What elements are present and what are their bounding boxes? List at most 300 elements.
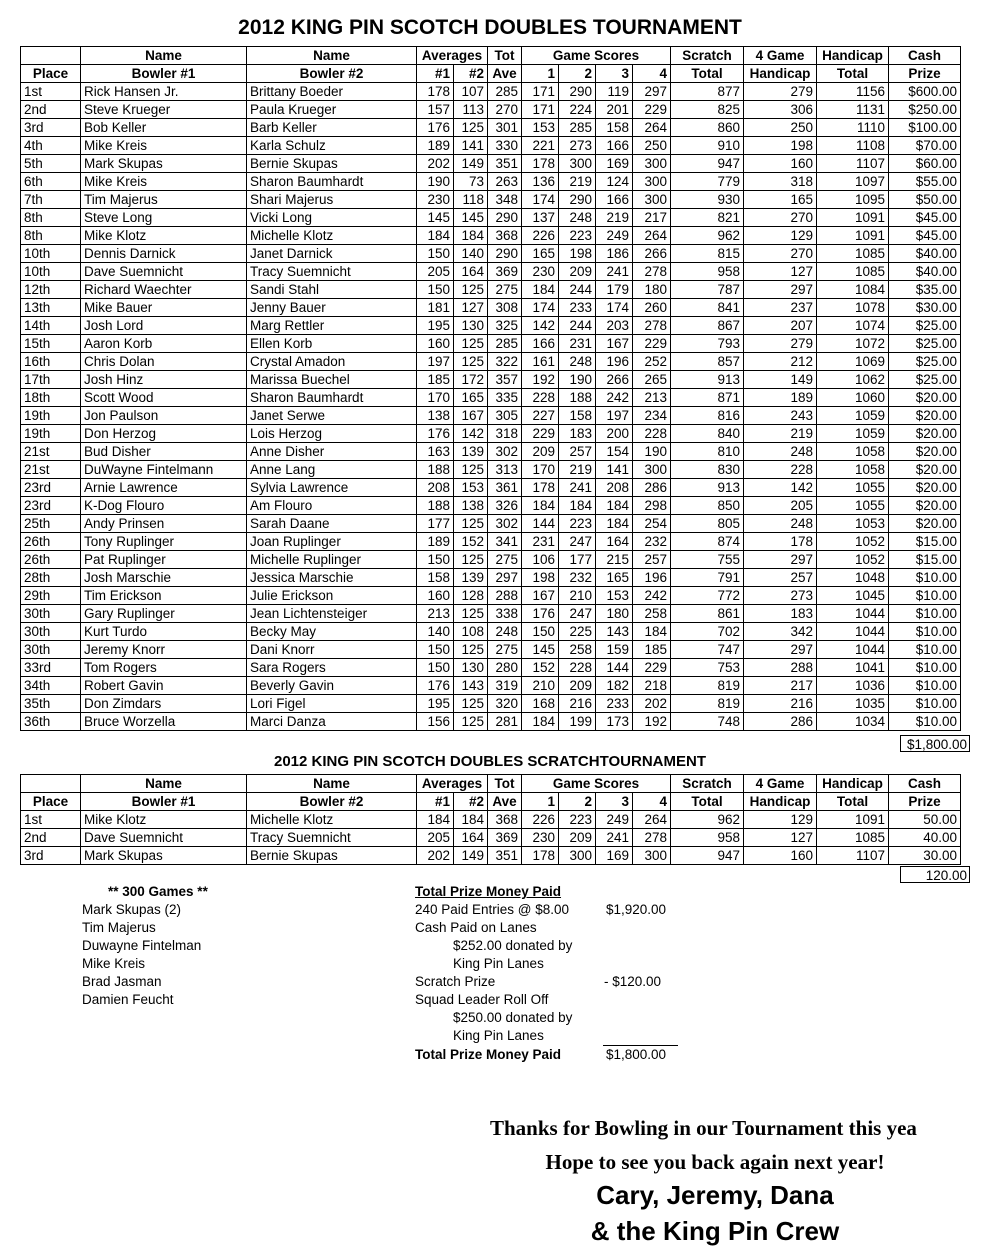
table-cell: 264 [633, 119, 671, 137]
games300-name: Tim Majerus [82, 920, 156, 935]
table-cell: 183 [744, 605, 817, 623]
table-cell: 248 [744, 443, 817, 461]
table-cell: 244 [559, 317, 596, 335]
table-cell: 150 [522, 623, 559, 641]
table-cell: 1055 [817, 497, 889, 515]
kingpin-line-1: King Pin Lanes [453, 956, 544, 971]
table-cell: 125 [454, 641, 488, 659]
table-cell: 278 [633, 263, 671, 281]
table-cell: 254 [633, 515, 671, 533]
table-cell: 139 [454, 569, 488, 587]
header-avg1: #1 [417, 65, 454, 83]
header-scratch-total: Total [671, 65, 744, 83]
table-cell: 160 [744, 155, 817, 173]
table-cell: 208 [596, 479, 633, 497]
table-cell: 176 [417, 677, 454, 695]
table-cell: 189 [744, 389, 817, 407]
table-cell: 212 [744, 353, 817, 371]
table-cell: 221 [522, 137, 559, 155]
table-cell: 279 [744, 83, 817, 101]
table-cell: 1085 [817, 829, 889, 847]
table-cell: 1108 [817, 137, 889, 155]
table-cell: 248 [488, 623, 522, 641]
table-cell: Michelle Ruplinger [247, 551, 417, 569]
table-cell: 281 [488, 713, 522, 731]
table-cell: 1069 [817, 353, 889, 371]
table-cell: 173 [596, 713, 633, 731]
table-cell: Andy Prinsen [81, 515, 247, 533]
table-cell: 275 [488, 281, 522, 299]
table-cell: 150 [417, 641, 454, 659]
scratch-title: 2012 KING PIN SCOTCH DOUBLES SCRATCHTOURNAMENT [274, 753, 706, 770]
table-cell: 257 [744, 569, 817, 587]
table-cell: 149 [744, 371, 817, 389]
table-cell: 190 [559, 371, 596, 389]
table-cell: Karla Schulz [247, 137, 417, 155]
table-cell: 1095 [817, 191, 889, 209]
games300-name: Brad Jasman [82, 974, 162, 989]
table-cell: 179 [596, 281, 633, 299]
table-cell: 301 [488, 119, 522, 137]
table-cell: Joan Ruplinger [247, 533, 417, 551]
kingpin-line-2: King Pin Lanes [453, 1028, 544, 1043]
table-cell: 275 [488, 551, 522, 569]
table-cell: 318 [488, 425, 522, 443]
table-cell: 176 [522, 605, 559, 623]
table-cell: $20.00 [889, 407, 961, 425]
table-cell: 166 [596, 191, 633, 209]
table-cell: 229 [633, 335, 671, 353]
table-cell: Tim Erickson [81, 587, 247, 605]
table-cell: 192 [633, 713, 671, 731]
table-cell: 871 [671, 389, 744, 407]
table-cell: 128 [454, 587, 488, 605]
table-cell: 1110 [817, 119, 889, 137]
table-cell: 318 [744, 173, 817, 191]
games300-heading: ** 300 Games ** [108, 884, 208, 899]
table-cell: 229 [633, 659, 671, 677]
table-cell: 319 [488, 677, 522, 695]
table-cell: 250 [744, 119, 817, 137]
table-cell: 190 [417, 173, 454, 191]
table-cell: 322 [488, 353, 522, 371]
table-cell: 50.00 [889, 811, 961, 829]
table-cell: 125 [454, 713, 488, 731]
table-cell: 1084 [817, 281, 889, 299]
s-header-place: Place [21, 793, 81, 811]
table-row [21, 811, 961, 829]
table-cell: 230 [522, 263, 559, 281]
table-cell: 184 [596, 497, 633, 515]
table-cell: 26th [21, 551, 81, 569]
table-cell: 250 [633, 137, 671, 155]
table-cell: 158 [417, 569, 454, 587]
table-cell: 129 [744, 227, 817, 245]
table-cell: Mark Skupas [81, 155, 247, 173]
table-cell: 161 [522, 353, 559, 371]
table-cell: 1036 [817, 677, 889, 695]
s-header-avg1: #1 [417, 793, 454, 811]
table-cell: Jon Paulson [81, 407, 247, 425]
table-row [21, 281, 961, 299]
table-cell: 361 [488, 479, 522, 497]
table-cell: Rick Hansen Jr. [81, 83, 247, 101]
header-place: Place [21, 65, 81, 83]
table-cell: Sarah Daane [247, 515, 417, 533]
table-cell: 154 [596, 443, 633, 461]
table-cell: 167 [596, 335, 633, 353]
table-cell: $250.00 [889, 101, 961, 119]
table-cell: Anne Disher [247, 443, 417, 461]
table-cell: 2nd [21, 101, 81, 119]
table-cell: 145 [454, 209, 488, 227]
table-cell: 180 [633, 281, 671, 299]
table-cell: 205 [417, 829, 454, 847]
table-cell: 170 [417, 389, 454, 407]
table-cell: 153 [454, 479, 488, 497]
table-cell: 252 [633, 353, 671, 371]
header-bowler2: Bowler #2 [247, 65, 417, 83]
table-cell: 125 [454, 281, 488, 299]
table-cell: 233 [596, 695, 633, 713]
table-cell: 125 [454, 695, 488, 713]
table-cell: 209 [522, 443, 559, 461]
table-cell: Chris Dolan [81, 353, 247, 371]
table-cell: 184 [417, 811, 454, 829]
table-cell: 169 [596, 847, 633, 865]
table-cell: Dave Suemnicht [81, 263, 247, 281]
table-row [21, 677, 961, 695]
table-cell: Aaron Korb [81, 335, 247, 353]
table-cell: Pat Ruplinger [81, 551, 247, 569]
table-cell: 3rd [21, 119, 81, 137]
table-cell: 166 [596, 137, 633, 155]
table-cell: 136 [522, 173, 559, 191]
table-cell: 30.00 [889, 847, 961, 865]
table-cell: 300 [559, 847, 596, 865]
table-row [21, 155, 961, 173]
table-cell: 127 [744, 263, 817, 281]
table-cell: Dennis Darnick [81, 245, 247, 263]
table-cell: 14th [21, 317, 81, 335]
table-cell: Mike Kreis [81, 137, 247, 155]
table-row [21, 371, 961, 389]
header-handicap: Handicap [817, 47, 889, 65]
table-cell: 218 [633, 677, 671, 695]
table-cell: Richard Waechter [81, 281, 247, 299]
table-cell: 150 [417, 551, 454, 569]
table-cell: 1131 [817, 101, 889, 119]
table-cell: Jeremy Knorr [81, 641, 247, 659]
table-cell: $20.00 [889, 425, 961, 443]
table-cell: 305 [488, 407, 522, 425]
s-header-avg2: #2 [454, 793, 488, 811]
s-header-g3: 3 [596, 793, 633, 811]
table-cell: 850 [671, 497, 744, 515]
table-cell: 755 [671, 551, 744, 569]
table-cell: 225 [559, 623, 596, 641]
table-cell: 144 [522, 515, 559, 533]
table-cell: 232 [559, 569, 596, 587]
table-cell: 142 [522, 317, 559, 335]
header-scratch: Scratch [671, 47, 744, 65]
s-header-handicap: Handicap [817, 775, 889, 793]
table-cell: 149 [454, 155, 488, 173]
table-cell: 4th [21, 137, 81, 155]
table-cell: 29th [21, 587, 81, 605]
table-cell: 297 [744, 281, 817, 299]
table-cell: 913 [671, 479, 744, 497]
table-cell: 1156 [817, 83, 889, 101]
table-cell: 958 [671, 829, 744, 847]
table-cell: 270 [488, 101, 522, 119]
table-cell: $15.00 [889, 533, 961, 551]
table-cell: 144 [596, 659, 633, 677]
table-cell: 3rd [21, 847, 81, 865]
table-cell: 19th [21, 425, 81, 443]
table-cell: 190 [633, 443, 671, 461]
table-cell: Jean Lichtensteiger [247, 605, 417, 623]
table-cell: 819 [671, 695, 744, 713]
table-cell: 178 [744, 533, 817, 551]
table-cell: $10.00 [889, 569, 961, 587]
table-cell: 335 [488, 389, 522, 407]
table-cell: 166 [522, 335, 559, 353]
table-cell: 300 [633, 173, 671, 191]
table-cell: Tony Ruplinger [81, 533, 247, 551]
table-cell: Josh Lord [81, 317, 247, 335]
table-cell: 19th [21, 407, 81, 425]
table-cell: 228 [633, 425, 671, 443]
table-cell: 178 [417, 83, 454, 101]
entries-value: $1,920.00 [606, 902, 667, 917]
table-cell: 203 [596, 317, 633, 335]
table-cell: 165 [596, 569, 633, 587]
table-cell: Shari Majerus [247, 191, 417, 209]
table-cell: 176 [417, 119, 454, 137]
table-cell: 1097 [817, 173, 889, 191]
table-cell: 113 [454, 101, 488, 119]
table-cell: 278 [633, 317, 671, 335]
table-cell: 171 [522, 101, 559, 119]
table-cell: 16th [21, 353, 81, 371]
table-cell: Tim Majerus [81, 191, 247, 209]
table-cell: 285 [488, 83, 522, 101]
table-cell: 196 [596, 353, 633, 371]
table-cell: 184 [417, 227, 454, 245]
table-row [21, 191, 961, 209]
table-cell: 200 [596, 425, 633, 443]
table-cell: 297 [488, 569, 522, 587]
table-cell: 167 [454, 407, 488, 425]
table-cell: 290 [488, 209, 522, 227]
table-row [21, 847, 961, 865]
table-cell: Ellen Korb [247, 335, 417, 353]
table-cell: 125 [454, 119, 488, 137]
table-cell: $25.00 [889, 371, 961, 389]
table-cell: 290 [559, 83, 596, 101]
s-header-4game: 4 Game [744, 775, 817, 793]
table-cell: 213 [633, 389, 671, 407]
table-cell: $60.00 [889, 155, 961, 173]
table-cell: Robert Gavin [81, 677, 247, 695]
table-cell: 264 [633, 227, 671, 245]
table-cell: 159 [596, 641, 633, 659]
table-cell: $25.00 [889, 317, 961, 335]
table-cell: 145 [522, 641, 559, 659]
table-row [21, 695, 961, 713]
table-cell: 8th [21, 209, 81, 227]
table-cell: $70.00 [889, 137, 961, 155]
table-cell: 300 [633, 155, 671, 173]
s-header-g2: 2 [559, 793, 596, 811]
table-cell: 228 [744, 461, 817, 479]
table-cell: $15.00 [889, 551, 961, 569]
entries-label: 240 Paid Entries @ $8.00 [415, 902, 570, 917]
table-cell: 1044 [817, 623, 889, 641]
table-cell: 913 [671, 371, 744, 389]
table-cell: 264 [633, 811, 671, 829]
table-cell: 184 [559, 497, 596, 515]
table-cell: 202 [417, 847, 454, 865]
table-cell: 228 [522, 389, 559, 407]
s-header-cash: Cash [889, 775, 961, 793]
table-cell: 23rd [21, 479, 81, 497]
table-row [21, 83, 961, 101]
table-cell: 257 [633, 551, 671, 569]
table-row [21, 659, 961, 677]
table-cell: 860 [671, 119, 744, 137]
table-row [21, 479, 961, 497]
table-cell: 1072 [817, 335, 889, 353]
table-cell: 1st [21, 83, 81, 101]
table-cell: 216 [744, 695, 817, 713]
table-cell: Don Zimdars [81, 695, 247, 713]
s-header-averages: Averages [417, 775, 488, 793]
table-cell: $20.00 [889, 461, 961, 479]
table-cell: 188 [559, 389, 596, 407]
header-g2: 2 [559, 65, 596, 83]
table-cell: 34th [21, 677, 81, 695]
table-cell: 127 [454, 299, 488, 317]
table-cell: 1107 [817, 155, 889, 173]
table-row [21, 623, 961, 641]
table-cell: Mike Klotz [81, 811, 247, 829]
table-cell: 205 [744, 497, 817, 515]
table-cell: 1035 [817, 695, 889, 713]
games300-name: Duwayne Fintelman [82, 938, 202, 953]
table-cell: 1091 [817, 227, 889, 245]
table-row [21, 641, 961, 659]
squad-label: Squad Leader Roll Off [415, 992, 549, 1007]
table-cell: Gary Ruplinger [81, 605, 247, 623]
table-cell: 351 [488, 155, 522, 173]
table-cell: 178 [522, 847, 559, 865]
table-cell: Vicki Long [247, 209, 417, 227]
table-cell: 21st [21, 443, 81, 461]
table-cell: $20.00 [889, 497, 961, 515]
table-cell: 196 [633, 569, 671, 587]
table-cell: 160 [417, 335, 454, 353]
table-cell: 248 [559, 209, 596, 227]
table-cell: 1045 [817, 587, 889, 605]
table-row [21, 587, 961, 605]
table-cell: Kurt Turdo [81, 623, 247, 641]
table-cell: $20.00 [889, 389, 961, 407]
table-cell: K-Dog Flouro [81, 497, 247, 515]
table-cell: 202 [417, 155, 454, 173]
table-cell: 306 [744, 101, 817, 119]
table-cell: 288 [744, 659, 817, 677]
table-cell: 178 [522, 479, 559, 497]
table-row [21, 137, 961, 155]
table-row [21, 317, 961, 335]
table-cell: $40.00 [889, 245, 961, 263]
table-cell: Don Herzog [81, 425, 247, 443]
table-cell: $10.00 [889, 605, 961, 623]
table-cell: Anne Lang [247, 461, 417, 479]
table-cell: 197 [596, 407, 633, 425]
table-cell: 280 [488, 659, 522, 677]
table-cell: 825 [671, 101, 744, 119]
table-cell: 215 [596, 551, 633, 569]
header-name-1: Name [81, 47, 247, 65]
table-cell: 348 [488, 191, 522, 209]
table-cell: 840 [671, 425, 744, 443]
table-cell: 177 [559, 551, 596, 569]
table-cell: $30.00 [889, 299, 961, 317]
table-cell: 224 [559, 101, 596, 119]
table-cell: Scott Wood [81, 389, 247, 407]
table-cell: 1058 [817, 461, 889, 479]
table-cell: 279 [744, 335, 817, 353]
table-cell: Bernie Skupas [247, 847, 417, 865]
table-cell: Lori Figel [247, 695, 417, 713]
table-cell: 300 [633, 191, 671, 209]
scratch-body [21, 811, 961, 865]
table-cell: $10.00 [889, 659, 961, 677]
header-bowler1: Bowler #1 [81, 65, 247, 83]
table-cell: Dave Suemnicht [81, 829, 247, 847]
table-cell: 325 [488, 317, 522, 335]
table-cell: 230 [522, 829, 559, 847]
table-cell: Bob Keller [81, 119, 247, 137]
prize-heading: Total Prize Money Paid [415, 884, 562, 899]
table-cell: 192 [522, 371, 559, 389]
table-cell: 702 [671, 623, 744, 641]
table-cell: Sylvia Lawrence [247, 479, 417, 497]
table-cell: Sara Rogers [247, 659, 417, 677]
table-cell: 152 [522, 659, 559, 677]
table-cell: 210 [522, 677, 559, 695]
table-cell: 270 [744, 209, 817, 227]
table-cell: Sharon Baumhardt [247, 173, 417, 191]
table-cell: 1058 [817, 443, 889, 461]
table-cell: 142 [454, 425, 488, 443]
table-cell: 227 [522, 407, 559, 425]
table-cell: 1034 [817, 713, 889, 731]
table-cell: Bernie Skupas [247, 155, 417, 173]
table-cell: 158 [559, 407, 596, 425]
table-cell: 202 [633, 695, 671, 713]
table-cell: 1059 [817, 407, 889, 425]
table-cell: 138 [454, 497, 488, 515]
table-cell: 815 [671, 245, 744, 263]
table-cell: 278 [633, 829, 671, 847]
header-ave: Ave [488, 65, 522, 83]
table-row [21, 443, 961, 461]
table-cell: 1041 [817, 659, 889, 677]
